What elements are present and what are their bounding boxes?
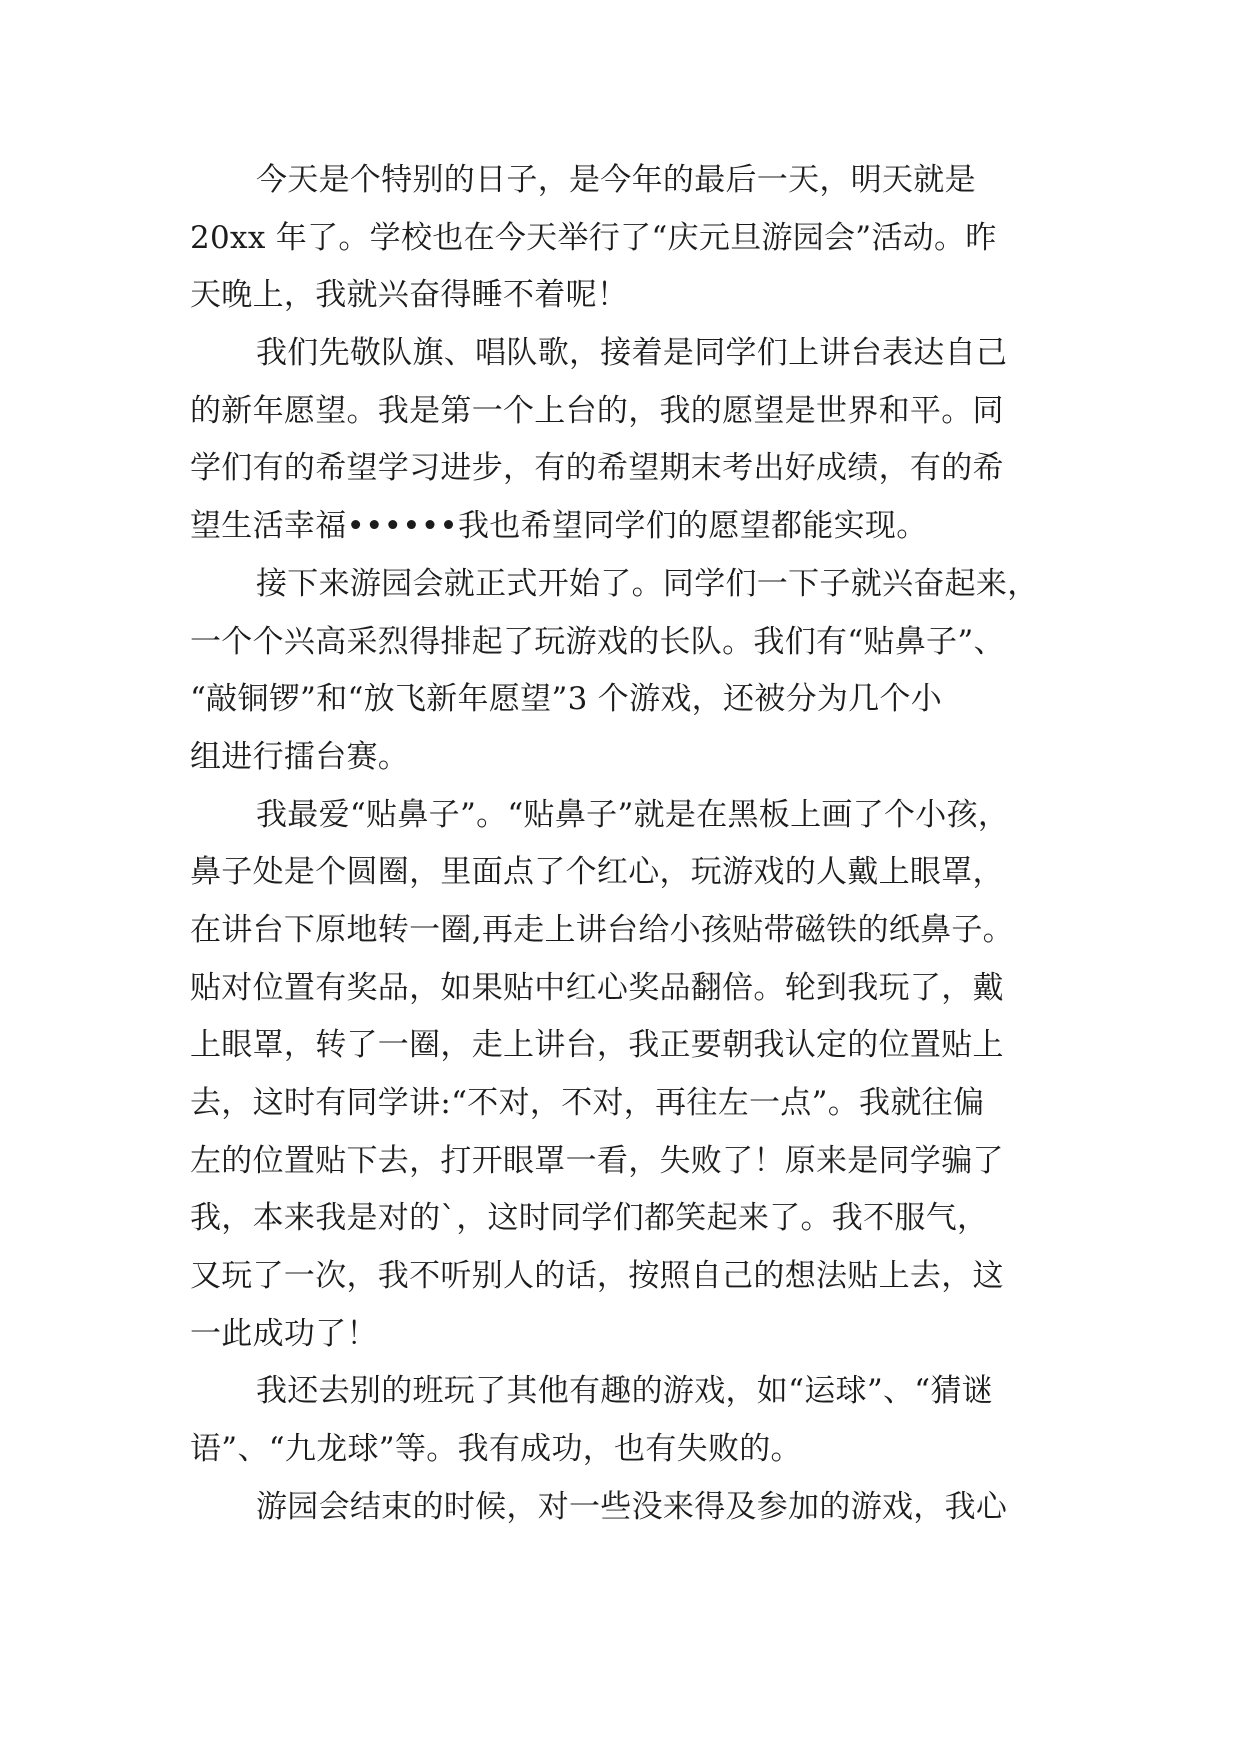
paragraph-first-line: 我们先敬队旗、唱队歌，接着是同学们上讲台表达自己 (256, 335, 1008, 372)
text-line: 一此成功了！ (190, 1315, 378, 1352)
text-line: 的新年愿望。我是第一个上台的，我的愿望是世界和平。同 (190, 392, 1004, 429)
text-line: 组进行擂台赛。 (190, 738, 410, 775)
paragraph-first-line: 我最爱“贴鼻子”。“贴鼻子”就是在黑板上画了个小孩， (256, 796, 1010, 833)
text-line: 去，这时有同学讲:“不对，不对，再往左一点”。我就往偏 (190, 1085, 985, 1121)
text-line: 一个个兴高采烈得排起了玩游戏的长队。我们有“贴鼻子”、 (190, 623, 1005, 660)
paragraph-first-line: 今天是个特别的日子，是今年的最后一天，明天就是 (256, 162, 976, 198)
text-line: 上眼罩，转了一圈，走上讲台，我正要朝我认定的位置贴上 (190, 1027, 1004, 1064)
paragraph-first-line: 接下来游园会就正式开始了。同学们一下子就兴奋起来， (256, 565, 1039, 602)
text-line: 鼻子处是个圆圈，里面点了个红心，玩游戏的人戴上眼罩， (190, 854, 1004, 891)
text-line: 语”、“九龙球”等。我有成功，也有失败的。 (190, 1431, 802, 1468)
paragraph-first-line: 我还去别的班玩了其他有趣的游戏，如“运球”、“猜谜 (256, 1373, 994, 1410)
text-line: 20xx 年了。学校也在今天举行了“庆元旦游园会”活动。昨 (190, 219, 997, 256)
text-line: 学们有的希望学习进步，有的希望期末考出好成绩，有的希 (190, 450, 1004, 487)
text-line: 望生活幸福••••••我也希望同学们的愿望都能实现。 (190, 508, 928, 545)
text-line: 我，本来我是对的`，这时同学们都笑起来了。我不服气， (190, 1200, 989, 1237)
text-line: 贴对位置有奖品，如果贴中红心奖品翻倍。轮到我玩了，戴 (190, 969, 1004, 1006)
body-text (190, 152, 1090, 1537)
text-line: “敲铜锣”和“放飞新年愿望”3 个游戏，还被分为几个小 (190, 681, 943, 718)
text-line: 又玩了一次，我不听别人的话，按照自己的想法贴上去，这 (190, 1258, 1004, 1295)
paragraph-first-line: 游园会结束的时候，对一些没来得及参加的游戏，我心 (256, 1488, 1008, 1525)
text-line: 左的位置贴下去，打开眼罩一看，失败了！原来是同学骗了 (190, 1142, 1004, 1179)
text-line: 天晚上，我就兴奋得睡不着呢！ (190, 277, 629, 314)
text-line: 在讲台下原地转一圈,再走上讲台给小孩贴带磁铁的纸鼻子。 (190, 911, 1014, 948)
